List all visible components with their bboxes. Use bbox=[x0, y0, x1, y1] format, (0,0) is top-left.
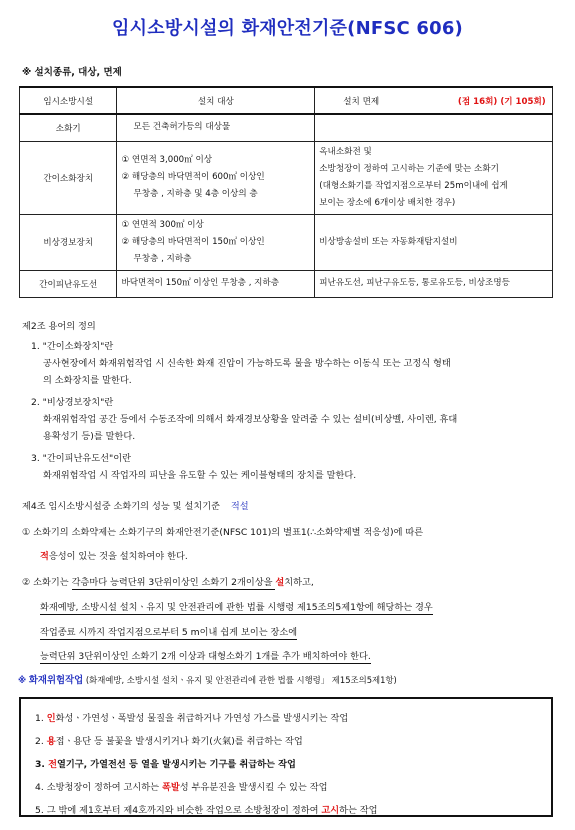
term-1: 1. "간이소화장치"란 bbox=[31, 341, 114, 352]
install-target: ① 연면적 300㎡ 이상 ② 해당층의 바닥면적이 150㎡ 이상인 무창층 , 지하층 bbox=[117, 214, 315, 270]
hazard-work-box bbox=[19, 697, 553, 817]
facility-name: 간이소화장치 bbox=[20, 141, 117, 214]
install-exempt: 비상방송설비 또는 자동화재탐지설비 bbox=[315, 214, 553, 270]
hazard-item-5: 5. 그 밖에 제1호부터 제4호까지와 비슷한 작업으로 소방청장이 정하여 고시하는 작업 bbox=[35, 805, 378, 816]
table-row bbox=[20, 114, 553, 141]
art4-p1-line1: ① 소화기의 소화약제는 소화기구의 화재안전기준(NFSC 101)의 별표1(∴소화약제별 적응성)에 따른 bbox=[22, 527, 424, 538]
install-exempt: 옥내소화전 및 소방청장이 정하여 고시하는 기준에 맞는 소화기 (대형소화기를 작업지점으로부터 25m이내에 쉽게 보이는 장소에 6개이상 배치한 경우) bbox=[315, 141, 553, 214]
term-2-desc: 용확성기 등)를 말한다. bbox=[43, 431, 136, 442]
hazard-title: 화재위험작업 bbox=[28, 675, 84, 686]
header-facility: 임시소방시설 bbox=[20, 87, 117, 114]
install-exempt: 피난유도선, 피난구유도등, 통로유도등, 비상조명등 bbox=[315, 270, 553, 297]
header-target: 설치 대상 bbox=[117, 87, 315, 114]
term-2-desc: 화재위험작업 공간 등에서 수동조작에 의해서 화재경보상황을 알려줄 수 있는 설비(비상벨, 사이렌, 휴대 bbox=[43, 414, 458, 425]
exam-note: (점 16회) (기 105회) bbox=[457, 96, 546, 107]
facility-table bbox=[19, 86, 553, 298]
table-row bbox=[20, 270, 553, 297]
install-target: ① 연면적 3,000㎡ 이상 ② 해당층의 바닥면적이 600㎡ 이상인 무창층 , 지하층 및 4층 이상의 층 bbox=[117, 141, 315, 214]
hazard-mark: ※ bbox=[18, 675, 27, 685]
art4-heading: 제4조 임시소방시설중 소화기의 성능 및 설치기준 적설 bbox=[22, 501, 249, 512]
install-target: 모든 건축허가등의 대상물 bbox=[117, 114, 315, 141]
header-exempt-label: 설치 면제 bbox=[343, 96, 380, 107]
term-1-desc: 공사현장에서 화재위험작업 시 신속한 화재 진압이 가능하도록 물을 방수하는 이동식 또는 고정식 형태 bbox=[43, 358, 451, 369]
page-title: 임시소방시설의 화재안전기준(NFSC 606) bbox=[112, 18, 463, 39]
facility-name: 소화기 bbox=[20, 114, 117, 141]
hazard-item-2: 2. 용접ㆍ용단 등 불꽃을 발생시키거나 화기(火氣)를 취급하는 작업 bbox=[35, 736, 303, 747]
table-row bbox=[20, 214, 553, 270]
term-2: 2. "비상경보장치"란 bbox=[31, 397, 114, 408]
art4-p2-line2: 화재예방, 소방시설 설치ㆍ유지 및 안전관리에 관한 법률 시행령 제15조의5제1항에 해당하는 경우 bbox=[40, 602, 433, 613]
art4-p1-line2: 적응성이 있는 것을 설치하여야 한다. bbox=[40, 551, 188, 562]
facility-name: 비상경보장치 bbox=[20, 214, 117, 270]
section-header: ※ 설치종류, 대상, 면제 bbox=[22, 67, 122, 78]
art2-heading: 제2조 용어의 정의 bbox=[22, 321, 96, 332]
art4-p2-line3: 작업종료 시까지 작업지점으로부터 5 m이내 쉽게 보이는 장소에 bbox=[40, 627, 298, 638]
hazard-item-1: 1. 인화성ㆍ가연성ㆍ폭발성 물질을 취급하거나 가연성 가스를 발생시키는 작업 bbox=[35, 713, 349, 724]
hazard-item-3: 3. 전열기구, 가열전선 등 열을 발생시키는 기구를 취급하는 작업 bbox=[35, 759, 296, 770]
header-exempt bbox=[315, 87, 553, 114]
facility-name: 간이피난유도선 bbox=[20, 270, 117, 297]
hazard-item-4: 4. 소방청장이 정하여 고시하는 폭발성 부유분진을 발생시킬 수 있는 작업 bbox=[35, 782, 328, 793]
art4-heading-note: 적설 bbox=[230, 501, 249, 512]
install-exempt bbox=[315, 114, 553, 141]
hazard-heading bbox=[18, 672, 397, 686]
term-1-desc: 의 소화장치를 말한다. bbox=[43, 375, 132, 386]
term-3-desc: 화재위험작업 시 작업자의 피난을 유도할 수 있는 케이블형태의 장치를 말한다. bbox=[43, 470, 357, 481]
hazard-source: (화재예방, 소방시설 설치ㆍ유지 및 안전관리에 관한 법률 시행령」 제15조의5제1항) bbox=[85, 675, 397, 685]
art4-p2-line4: 능력단위 3단위이상인 소화기 2개 이상과 대형소화기 1개를 추가 배치하여야 한다. bbox=[40, 651, 371, 662]
table-row bbox=[20, 141, 553, 214]
term-3: 3. "간이피난유도선"이란 bbox=[31, 453, 132, 464]
table-header-row bbox=[20, 87, 553, 114]
install-target: 바닥면적이 150㎡ 이상인 무창층 , 지하층 bbox=[117, 270, 315, 297]
art4-p2-line1: ② 소화기는 각층마다 능력단위 3단위이상인 소화기 2개이상을 설치하고, bbox=[22, 577, 314, 588]
